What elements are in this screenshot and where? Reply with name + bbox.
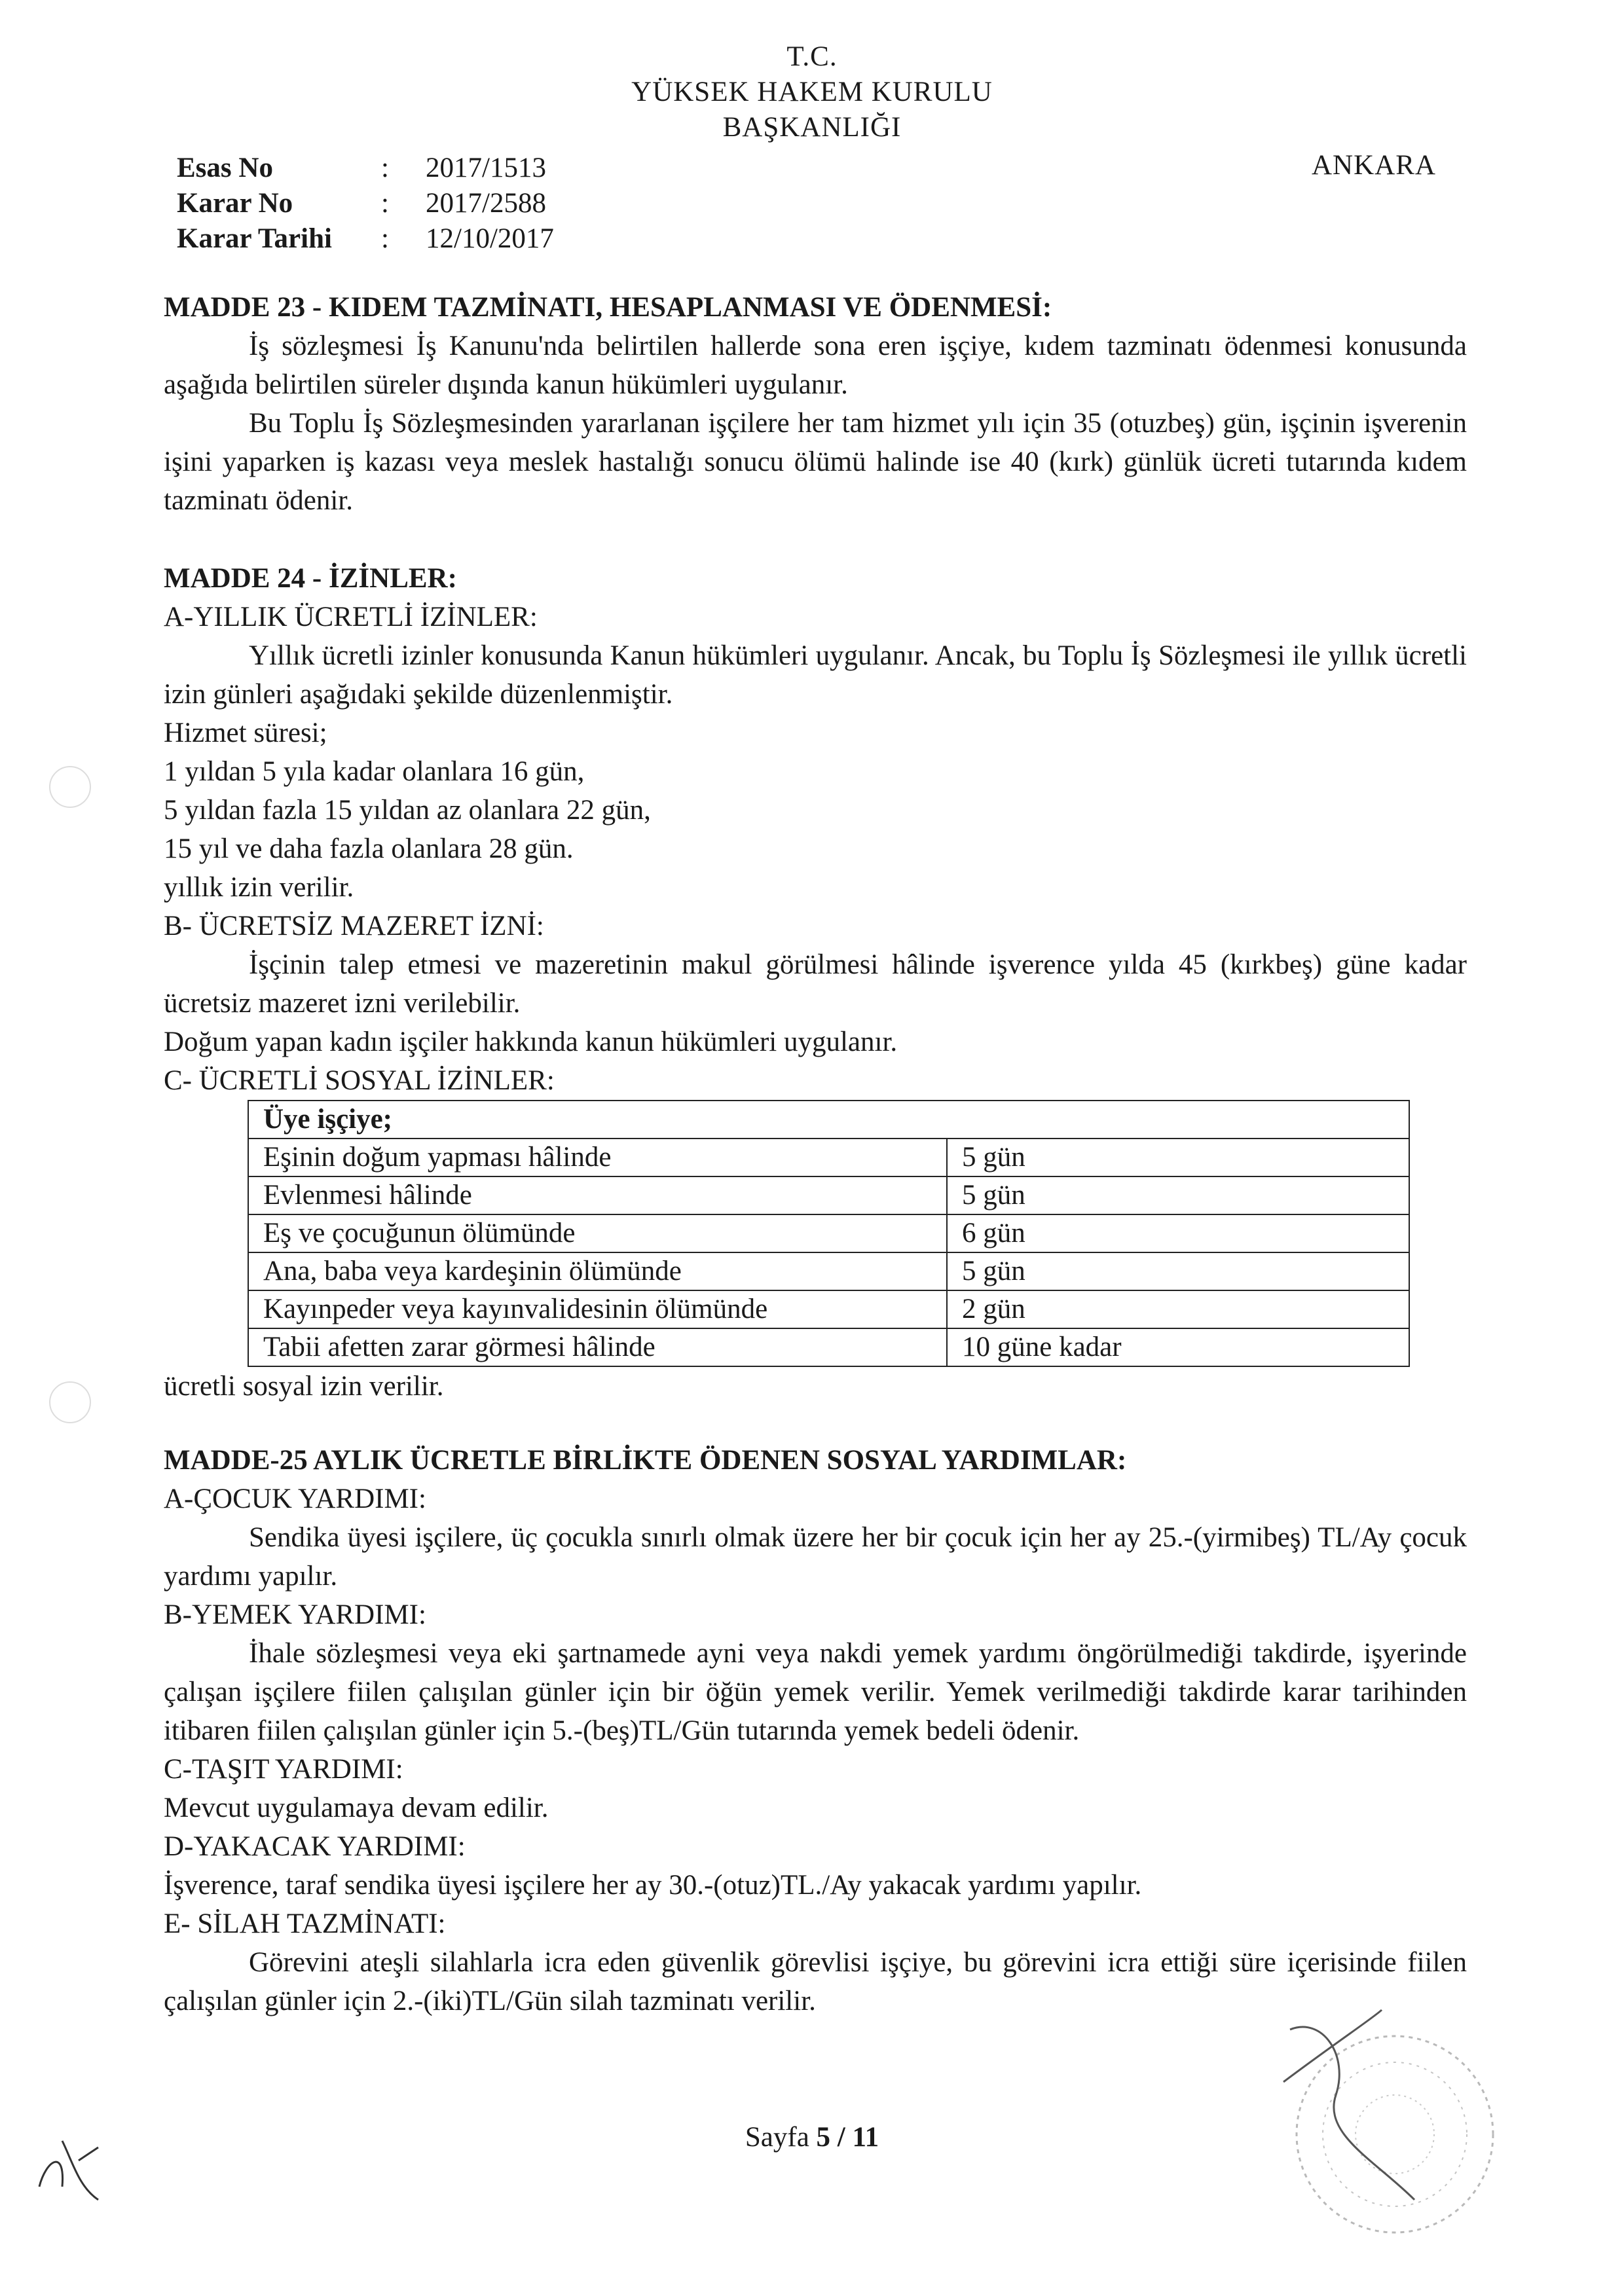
madde-24-a-line-3: 5 yıldan fazla 15 yıldan az olanlara 22 gün, [164,795,651,826]
leave-reason: Ana, baba veya kardeşinin ölümünde [248,1252,947,1290]
madde-24-a-paragraph: Yıllık ücretli izinler konusunda Kanun hükümleri uygulanır. Ancak, bu Toplu İş Sözleşmesi ile yıllık ücretli izin günleri aşağıdaki şekilde düzenlenmiştir. [164,640,1467,710]
page-prefix: Sayfa [745,2122,817,2153]
karar-tarihi-label: Karar Tarihi [177,223,332,254]
karar-no-value: 2017/2588 [426,188,546,219]
table-row [248,1139,1409,1176]
table-row [248,1252,1409,1290]
esas-no-label: Esas No [177,153,273,183]
karar-tarihi-colon: : [381,223,389,254]
leave-days: 6 gün [947,1214,1409,1252]
social-leave-table [248,1100,1410,1367]
karar-no-label: Karar No [177,188,293,219]
header-presidency: BAŞKANLIĞI [722,112,902,143]
punch-hole [49,1381,91,1423]
punch-hole [49,766,91,808]
madde-24-b-title: B- ÜCRETSİZ MAZERET İZNİ: [164,911,544,941]
karar-no-colon: : [381,188,389,219]
madde-25-c-title: C-TAŞIT YARDIMI: [164,1754,403,1785]
madde-24-a-title: A-YILLIK ÜCRETLİ İZİNLER: [164,602,538,632]
table-row [248,1328,1409,1366]
madde-25-a-paragraph: Sendika üyesi işçilere, üç çocukla sınırlı olmak üzere her bir çocuk için her ay 25.-(yirmibeş) TL/Ay çocuk yardımı yapılır. [164,1522,1467,1592]
page-number [0,2121,1624,2153]
esas-no-colon: : [381,153,389,183]
leave-reason: Eşinin doğum yapması hâlinde [248,1139,947,1176]
madde-25-e-title: E- SİLAH TAZMİNATI: [164,1908,446,1939]
madde-25-e-paragraph: Görevini ateşli silahlarla icra eden güvenlik görevlisi işçiye, bu görevini icra ettiği süre içerisinde fiilen çalışılan günler için 2.-(iki)TL/Gün silah tazminatı verilir. [164,1947,1467,2016]
madde-24-a-line-2: 1 yıldan 5 yıla kadar olanlara 16 gün, [164,756,585,787]
madde-24-a-line-4: 15 yıl ve daha fazla olanlara 28 gün. [164,833,574,864]
header-tc: T.C. [786,41,838,72]
madde-24-b-paragraph-2: Doğum yapan kadın işçiler hakkında kanun hükümleri uygulanır. [164,1027,898,1057]
leave-days: 5 gün [947,1176,1409,1214]
madde-23-paragraph-2: Bu Toplu İş Sözleşmesinden yararlanan işçilere her tam hizmet yılı için 35 (otuzbeş) gün, işçinin işverenin işini yaparken iş kazası veya meslek hastalığı sonucu ölümü halinde ise 40 (kırk) günlük ücreti tutarında kıdem tazminatı ödenir. [164,408,1467,516]
madde-24-c-after: ücretli sosyal izin verilir. [164,1371,444,1402]
madde-24-c-title: C- ÜCRETLİ SOSYAL İZİNLER: [164,1065,555,1096]
madde-24-a-line-1: Hizmet süresi; [164,718,327,748]
esas-no-value: 2017/1513 [426,153,546,183]
madde-23-title: MADDE 23 - KIDEM TAZMİNATI, HESAPLANMASI VE ÖDENMESİ: [164,292,1052,323]
table-row [248,1290,1409,1328]
madde-25-d-paragraph: İşverence, taraf sendika üyesi işçilere her ay 30.-(otuz)TL./Ay yakacak yardımı yapılır. [164,1870,1142,1901]
header-institution: YÜKSEK HAKEM KURULU [631,77,993,107]
table-row [248,1176,1409,1214]
madde-24-a-line-5: yıllık izin verilir. [164,872,354,903]
madde-25-c-paragraph: Mevcut uygulamaya devam edilir. [164,1793,549,1823]
karar-tarihi-value: 12/10/2017 [426,223,554,254]
table-row [248,1214,1409,1252]
document-body [164,288,1467,2020]
table-header-cell: Üye işçiye; [248,1101,1409,1139]
leave-reason: Evlenmesi hâlinde [248,1176,947,1214]
table-header-row [248,1101,1409,1139]
leave-days: 5 gün [947,1252,1409,1290]
madde-25-a-title: A-ÇOCUK YARDIMI: [164,1484,426,1514]
madde-23-paragraph-1: İş sözleşmesi İş Kanunu'nda belirtilen hallerde sona eren işçiye, kıdem tazminatı ödenmesi konusunda aşağıda belirtilen süreler dışında kanun hükümleri uygulanır. [164,331,1467,400]
leave-reason: Kayınpeder veya kayınvalidesinin ölümünde [248,1290,947,1328]
leave-reason: Tabii afetten zarar görmesi hâlinde [248,1328,947,1366]
madde-24-b-paragraph-1: İşçinin talep etmesi ve mazeretinin makul görülmesi hâlinde işverence yılda 45 (kırkbeş) güne kadar ücretsiz mazeret izni verilebilir. [164,949,1467,1019]
city-label: ANKARA [1312,150,1436,181]
madde-25-b-paragraph: İhale sözleşmesi veya eki şartnamede ayni veya nakdi yemek yardımı öngörülmediği takdirde, işyerinde çalışan işçilere fiilen çalışılan günler için bir öğün yemek verilir. Yemek verilmediği takdirde karar tarihinden itibaren fiilen çalışılan günler için 5.-(beş)TL/Gün tutarında yemek bedeli ödenir. [164,1638,1467,1746]
leave-reason: Eş ve çocuğunun ölümünde [248,1214,947,1252]
madde-25-d-title: D-YAKACAK YARDIMI: [164,1831,466,1862]
page-count: 5 / 11 [816,2122,879,2153]
madde-24-title: MADDE 24 - İZİNLER: [164,563,457,594]
madde-25-title: MADDE-25 AYLIK ÜCRETLE BİRLİKTE ÖDENEN SOSYAL YARDIMLAR: [164,1445,1127,1476]
leave-days: 5 gün [947,1139,1409,1176]
leave-days: 2 gün [947,1290,1409,1328]
madde-25-b-title: B-YEMEK YARDIMI: [164,1599,426,1630]
leave-days: 10 güne kadar [947,1328,1409,1366]
